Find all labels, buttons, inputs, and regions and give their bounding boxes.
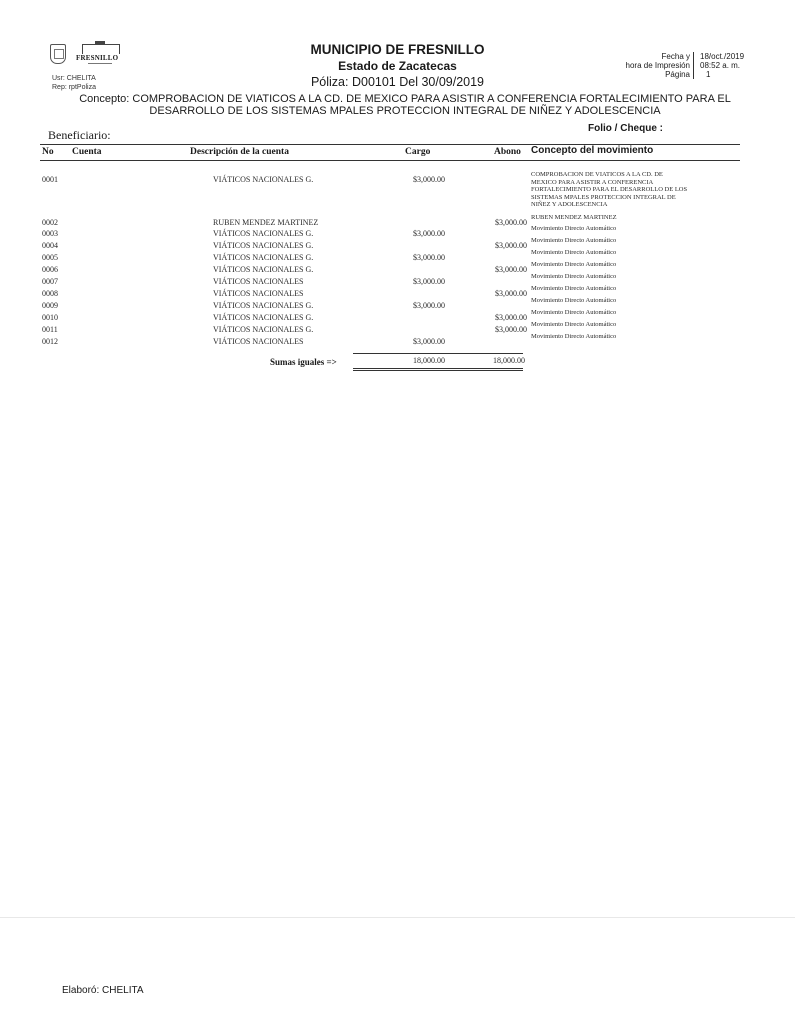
- row-abono: $3,000.00: [495, 313, 527, 322]
- row-concepto: [531, 249, 616, 257]
- row-cargo: $3,000.00: [413, 229, 445, 238]
- row-abono: $3,000.00: [495, 218, 527, 227]
- row-concepto: [531, 333, 616, 341]
- row-description: VIÁTICOS NACIONALES G.: [213, 241, 314, 250]
- hora-label: hora de Impresión: [625, 61, 690, 70]
- row-concepto: [531, 225, 616, 233]
- header-concepto: Concepto del movimiento: [531, 145, 654, 156]
- row-concepto-line: Movimiento Directo Automático: [531, 285, 617, 292]
- row-abono: $3,000.00: [495, 289, 527, 298]
- row-cargo: $3,000.00: [413, 253, 445, 262]
- row-concepto-line: Movimiento Directo Automático: [531, 297, 617, 304]
- row-concepto-line: Movimiento Directo Automático: [531, 261, 617, 268]
- row-concepto: [531, 309, 616, 317]
- header-descripcion: Descripción de la cuenta: [190, 147, 289, 157]
- row-description: VIÁTICOS NACIONALES G.: [213, 265, 314, 274]
- row-number: 0003: [42, 229, 58, 238]
- header-abono: Abono: [494, 147, 521, 157]
- row-number: 0007: [42, 277, 58, 286]
- row-number: 0006: [42, 265, 58, 274]
- header-cuenta: Cuenta: [72, 147, 102, 157]
- row-concepto: [531, 297, 616, 305]
- row-number: 0012: [42, 337, 58, 346]
- row-concepto-line: Movimiento Directo Automático: [531, 237, 617, 244]
- row-cargo: $3,000.00: [413, 175, 445, 184]
- footer-divider: [0, 917, 795, 918]
- total-cargo: 18,000.00: [413, 356, 445, 365]
- row-description: VIÁTICOS NACIONALES G.: [213, 313, 314, 322]
- folio-cheque-label: Folio / Cheque :: [588, 123, 663, 134]
- row-concepto-line: Movimiento Directo Automático: [531, 321, 617, 328]
- row-concepto-line: Movimiento Directo Automático: [531, 273, 617, 280]
- row-cargo: $3,000.00: [413, 301, 445, 310]
- row-concepto: [531, 171, 687, 209]
- row-description: VIÁTICOS NACIONALES: [213, 337, 304, 346]
- row-number: 0008: [42, 289, 58, 298]
- table-header-rule: [40, 160, 740, 161]
- row-concepto-line: Movimiento Directo Automático: [531, 225, 617, 232]
- row-concepto: [531, 237, 616, 245]
- row-number: 0001: [42, 175, 58, 184]
- pagina-label: Página: [665, 70, 690, 79]
- row-abono: $3,000.00: [495, 325, 527, 334]
- hora-value: 08:52 a. m.: [700, 61, 741, 70]
- row-concepto: [531, 321, 616, 329]
- row-description: VIÁTICOS NACIONALES G.: [213, 325, 314, 334]
- row-concepto-line: Movimiento Directo Automático: [531, 333, 617, 340]
- concept-line-2: DESARROLLO DE LOS SISTEMAS MPALES PROTECCION INTEGRAL DE NIÑEZ Y ADOLESCENCIA: [149, 105, 661, 117]
- concept-description: [70, 93, 740, 117]
- print-info-labels: [626, 52, 694, 79]
- row-number: 0005: [42, 253, 58, 262]
- totals-bottom-rule-1: [353, 368, 523, 369]
- row-description: VIÁTICOS NACIONALES: [213, 277, 304, 286]
- row-number: 0002: [42, 218, 58, 227]
- state-title: Estado de Zacatecas: [338, 59, 457, 73]
- logo-text: FRESNILLO: [76, 54, 119, 62]
- totals-top-rule: [353, 353, 523, 354]
- row-cargo: $3,000.00: [413, 337, 445, 346]
- row-number: 0004: [42, 241, 58, 250]
- row-concepto: [531, 273, 616, 281]
- user-label: Usr: CHELITA: [52, 75, 96, 82]
- row-concepto: [531, 214, 617, 222]
- totals-bottom-rule-2: [353, 370, 523, 371]
- row-abono: $3,000.00: [495, 265, 527, 274]
- row-description: VIÁTICOS NACIONALES G.: [213, 301, 314, 310]
- row-concepto-line: NIÑEZ Y ADOLESCENCIA: [531, 201, 608, 208]
- row-concepto: [531, 285, 616, 293]
- row-concepto: [531, 261, 616, 269]
- policy-line: Póliza: D00101 Del 30/09/2019: [310, 75, 485, 89]
- row-description: RUBEN MENDEZ MARTINEZ: [213, 218, 319, 227]
- row-concepto-line: Movimiento Directo Automático: [531, 309, 617, 316]
- fecha-label: Fecha y: [661, 52, 690, 61]
- municipality-title: MUNICIPIO DE FRESNILLO: [310, 42, 485, 57]
- row-description: VIÁTICOS NACIONALES G.: [213, 229, 314, 238]
- row-number: 0010: [42, 313, 58, 322]
- row-concepto-line: Movimiento Directo Automático: [531, 249, 617, 256]
- row-concepto-line: MEXICO PARA ASISTIR A CONFERENCIA: [531, 178, 654, 186]
- row-concepto-line: FORTALECIMIENTO PARA EL DESARROLLO DE LOS: [531, 186, 688, 193]
- row-number: 0009: [42, 301, 58, 310]
- pagina-value: 1: [706, 70, 711, 79]
- row-description: VIÁTICOS NACIONALES G.: [213, 253, 314, 262]
- elaborated-by: Elaboró: CHELITA: [62, 985, 144, 996]
- row-concepto-line: COMPROBACION DE VIATICOS A LA CD. DE: [531, 171, 663, 178]
- sumas-label: Sumas iguales =>: [270, 357, 337, 367]
- beneficiary-label: Beneficiario:: [48, 128, 111, 142]
- fecha-value: 18/oct./2019: [700, 52, 745, 61]
- row-cargo: $3,000.00: [413, 277, 445, 286]
- row-concepto-line: SISTEMAS MPALES PROTECCION INTEGRAL DE: [531, 193, 676, 201]
- row-number: 0011: [42, 325, 58, 334]
- header-no: No: [42, 147, 54, 157]
- row-concepto-line: RUBEN MENDEZ MARTINEZ: [531, 214, 617, 221]
- print-info-values: [700, 52, 744, 79]
- concept-line-1: Concepto: COMPROBACION DE VIATICOS A LA CD. DE MEXICO PARA ASISTIR A CONFERENCIA FORTALECIMIENTO PARA EL: [79, 93, 731, 105]
- row-abono: $3,000.00: [495, 241, 527, 250]
- row-description: VIÁTICOS NACIONALES: [213, 289, 304, 298]
- report-label: Rep: rptPoliza: [52, 84, 96, 91]
- header-cargo: Cargo: [405, 147, 431, 157]
- row-description: VIÁTICOS NACIONALES G.: [213, 175, 314, 184]
- total-abono: 18,000.00: [493, 356, 525, 365]
